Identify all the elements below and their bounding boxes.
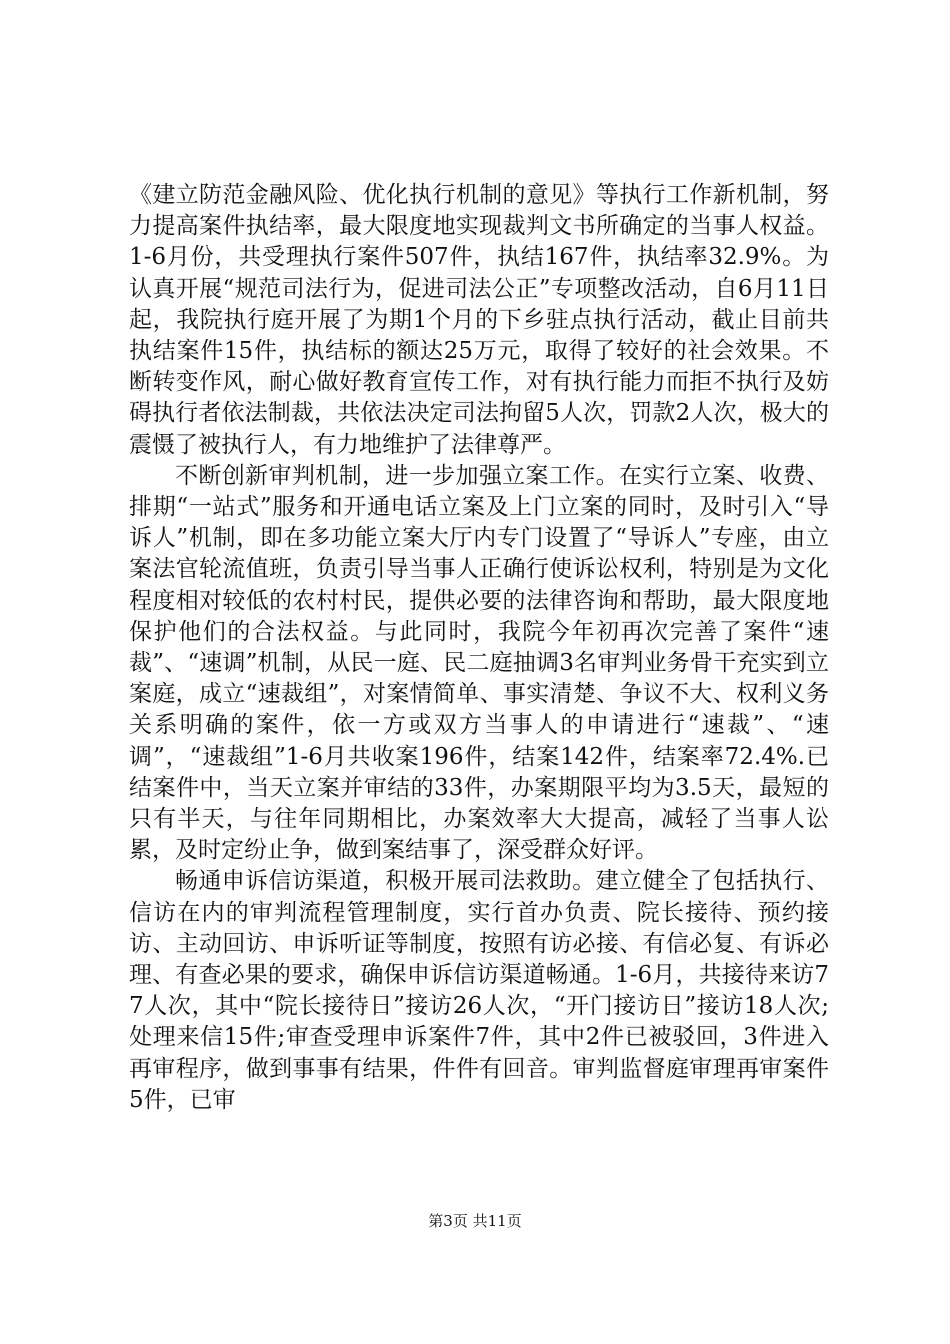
paragraph-petition-letters: 畅通申诉信访渠道，积极开展司法救助。建立健全了包括执行、信访在内的审判流程管理制度，实行首办负责、院长接待、预约接访、主动回访、申诉听证等制度，按照有访必接、有信必复、有诉必理、有查必果的要求，确保申诉信访渠道畅通。1-6月，共接待来访77人次，其中“院长接待日”接访26人次，“开门接访日”接访18人次;处理来信15件;审查受理申诉案件7件，其中2件已被驳回，3件进入再审程序，做到事事有结果，件件有回音。审判监督庭审理再审案件5件，已审 <box>129 868 829 1113</box>
paragraph-execution-work: 《建立防范金融风险、优化执行机制的意见》等执行工作新机制，努力提高案件执结率，最大限度地实现裁判文书所确定的当事人权益。1-6月份，共受理执行案件507件，执结167件，执结率32.9%。为认真开展“规范司法行为，促进司法公正”专项整改活动，自6月11日起，我院执行庭开展了为期1个月的下乡驻点执行活动，截止目前共执结案件15件，执结标的额达25万元，取得了较好的社会效果。不断转变作风，耐心做好教育宣传工作，对有执行能力而拒不执行及妨碍执行者依法制裁，共依法决定司法拘留5人次，罚款2人次，极大的震慑了被执行人，有力地维护了法律尊严。 <box>129 182 829 458</box>
page-number-footer: 第3页 共11页 <box>428 1212 522 1230</box>
paragraph-case-filing: 不断创新审判机制，进一步加强立案工作。在实行立案、收费、排期“一站式”服务和开通电话立案及上门立案的同时，及时引入“导诉人”机制，即在多功能立案大厅内专门设置了“导诉人”专座，由立案法官轮流值班，负责引导当事人正确行使诉讼权利，特别是为文化程度相对较低的农村村民，提供必要的法律咨询和帮助，最大限度地保护他们的合法权益。与此同时，我院今年初再次完善了案件“速裁”、“速调”机制，从民一庭、民二庭抽调3名审判业务骨干充实到立案庭，成立“速裁组”，对案情简单、事实清楚、争议不大、权利义务关系明确的案件，依一方或双方当事人的申请进行“速裁”、“速调”，“速裁组”1-6月共收案196件，结案142件，结案率72.4%.已结案件中，当天立案并审结的33件，办案期限平均为3.5天，最短的只有半天，与往年同期相比，办案效率大大提高，减轻了当事人讼累，及时定纷止争，做到案结事了，深受群众好评。 <box>129 462 829 864</box>
document-body <box>129 180 829 1116</box>
